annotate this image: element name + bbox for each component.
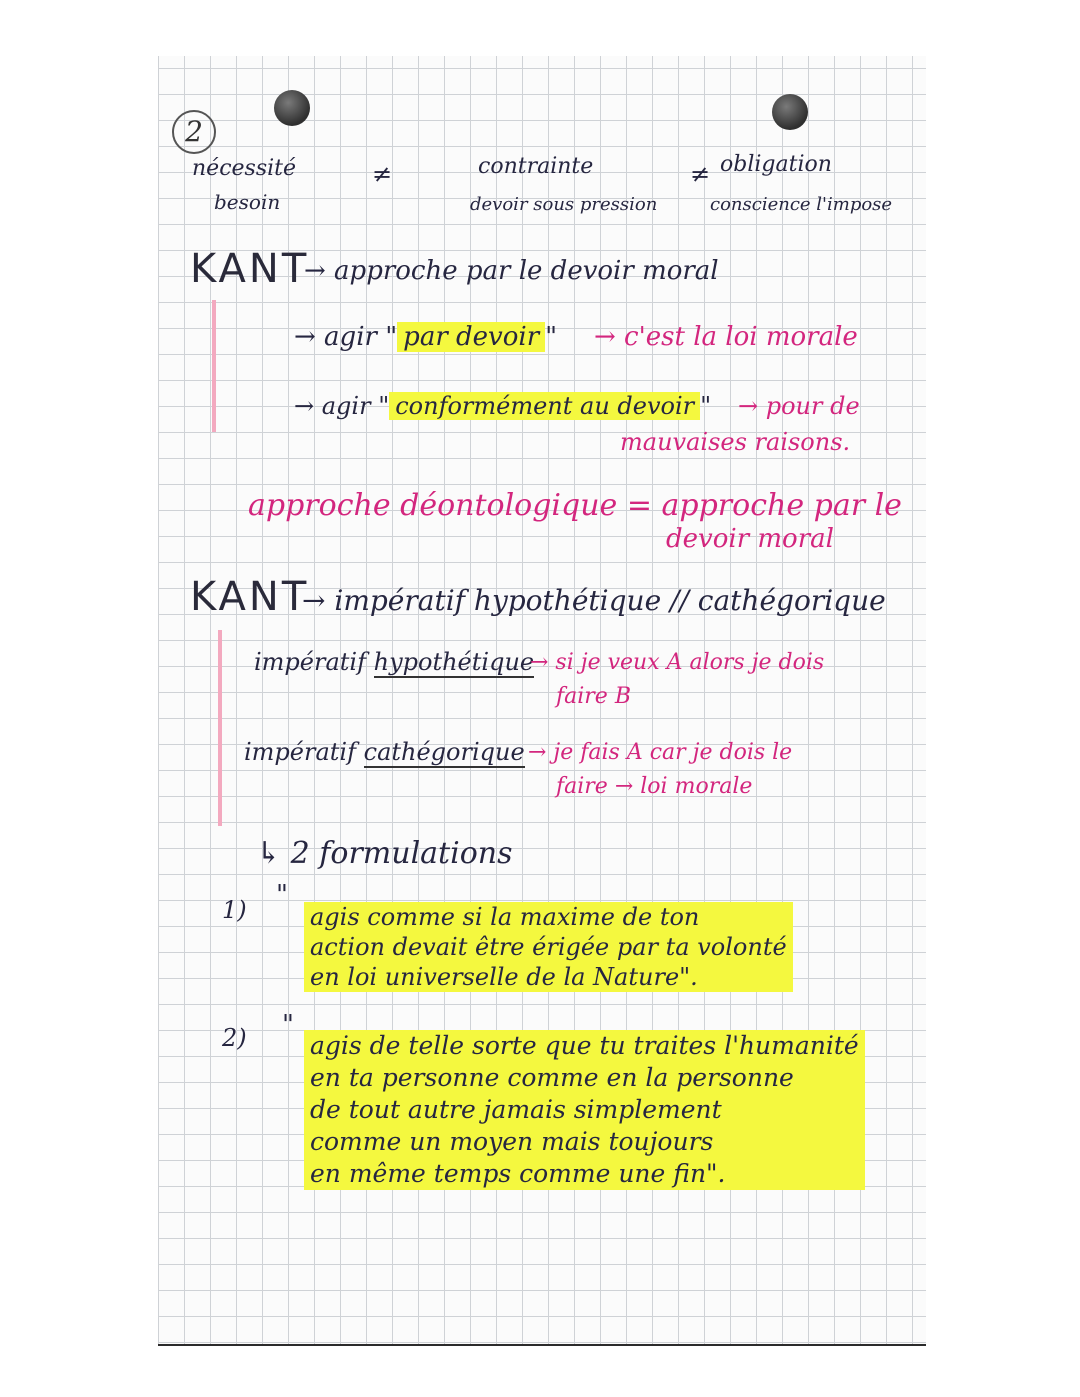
kant1-line1: → approche par le devoir moral	[304, 256, 719, 286]
kant2-line1: → impératif hypothétique // cathégorique	[302, 584, 886, 617]
not-equal-2: ≠	[690, 160, 711, 188]
categorique-line: impératif cathégorique	[244, 738, 525, 766]
categorique-note2: faire → loi morale	[556, 774, 753, 799]
obligation-word: obligation	[720, 152, 832, 177]
kant2-margin-bar	[218, 630, 222, 826]
kant-heading-1	[190, 246, 309, 292]
formula-2-quote: "	[282, 1010, 294, 1040]
hypothetique-note2: faire B	[556, 684, 631, 709]
obligation-sub: conscience l'impose	[710, 194, 893, 215]
contrainte-sub: devoir sous pression	[470, 194, 658, 215]
formula-1-line: action devait être érigée par ta volonté	[304, 932, 793, 962]
page-number-circle: 2	[172, 110, 216, 154]
kant1-line2: → agir " par devoir "	[294, 322, 558, 352]
punch-hole-right	[772, 94, 808, 130]
kant1-line3-note2: mauvaises raisons.	[620, 428, 851, 456]
formula-1-number: 1)	[222, 896, 247, 924]
categorique-word: cathégorique	[363, 738, 525, 766]
formula-2-line: de tout autre jamais simplement	[304, 1094, 865, 1126]
deontologique-line2: devoir moral	[666, 524, 834, 554]
formula-1-line: agis comme si la maxime de ton	[304, 902, 793, 932]
formulations-label: ↳ 2 formulations	[256, 836, 513, 871]
formula-1-quote: "	[276, 880, 288, 910]
formula-2-line: en ta personne comme en la personne	[304, 1062, 865, 1094]
formula-2-line: en même temps comme une fin".	[304, 1158, 865, 1190]
necessite-word: nécessité	[192, 156, 297, 181]
hypothetique-word: hypothétique	[373, 648, 535, 676]
hypothetique-note1: → si je veux A alors je dois	[530, 650, 825, 675]
formula-2-text	[304, 1030, 865, 1190]
kant1-line2-note: → c'est la loi morale	[594, 322, 858, 352]
kant1-line3-note1: → pour de	[738, 392, 860, 420]
categorique-note1: → je fais A car je dois le	[528, 740, 793, 765]
kant-label: KANT	[190, 574, 310, 620]
formula-1-text	[304, 902, 793, 992]
not-equal-1: ≠	[372, 160, 393, 188]
kant1-margin-bar	[212, 300, 216, 432]
formula-1-line: en loi universelle de la Nature".	[304, 962, 793, 992]
conformement-highlight: conformément au devoir	[389, 392, 700, 420]
contrainte-word: contrainte	[478, 154, 594, 179]
kant-heading-2	[190, 574, 309, 620]
kant1-line3: → agir " conformément au devoir "	[294, 392, 712, 420]
formula-2-line: comme un moyen mais toujours	[304, 1126, 865, 1158]
hypothetique-line: impératif hypothétique	[254, 648, 535, 676]
formula-2-number: 2)	[222, 1024, 247, 1052]
deontologique-line1: approche déontologique = approche par le	[248, 488, 902, 523]
kant-label: KANT	[190, 246, 310, 292]
punch-hole-left	[274, 90, 310, 126]
par-devoir-highlight: par devoir	[397, 322, 545, 352]
formula-2-line: agis de telle sorte que tu traites l'humanité	[304, 1030, 865, 1062]
necessite-sub: besoin	[214, 190, 281, 214]
